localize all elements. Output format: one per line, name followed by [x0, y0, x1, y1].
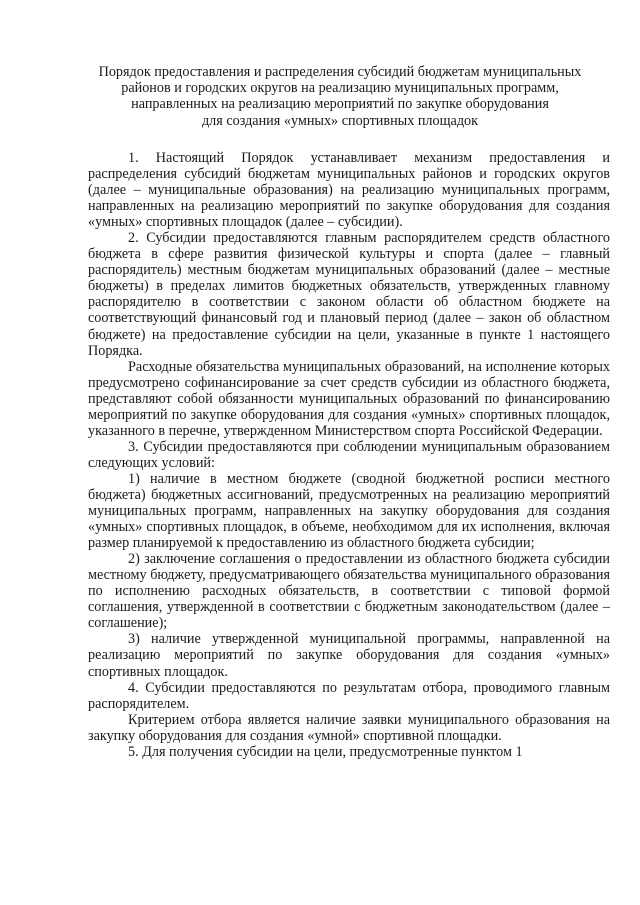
- title-line: для создания «умных» спортивных площадок: [201, 112, 479, 129]
- paragraph-expenditure-obligations: Расходные обязательства муниципальных образований, на исполнение которых предусмотрено софинансирование за счет средств субсидии из областного бюджета, представляют собой обязанности муниципальных образований по финансированию мероприятий по закупке оборудования для создания «умных» спортивных площадок, указанного в перечне, утвержденном Министерством спорта Российской Федерации.: [88, 358, 610, 439]
- document-title: [70, 64, 610, 129]
- paragraph-2: 2. Субсидии предоставляются главным распорядителем средств областного бюджета в сфере развития физической культуры и спорта (далее – главный распорядитель) местным бюджетам муниципальных образований (далее – местные бюджеты) в пределах лимитов бюджетных обязательств, утвержденных главному распорядителю в соответствии с законом области об областном бюджете на соответствующий финансовый год и плановый период (далее – закон об областном бюджете) на предоставление субсидии на цели, указанные в пункте 1 настоящего Порядка.: [88, 230, 610, 359]
- title-line: Порядок предоставления и распределения субсидий бюджетам муниципальных: [98, 64, 582, 80]
- condition-2: 2) заключение соглашения о предоставлении из областного бюджета субсидии местному бюджету, предусматривающего обязательства муниципального образования по исполнению расходных обязательств, в соответствии с типовой формой соглашения, утвержденной в соответствии с бюджетным законодательством (далее – соглашение);: [88, 551, 610, 632]
- paragraph-4: 4. Субсидии предоставляются по результатам отбора, проводимого главным распорядителем.: [88, 679, 610, 712]
- paragraph-1: 1. Настоящий Порядок устанавливает механизм предоставления и распределения субсидий бюджетам муниципальных районов и городских округов (далее – муниципальные образования) на реализацию муниципальных программ, направленных на реализацию мероприятий по закупке оборудования для создания «умных» спортивных площадок (далее – субсидии).: [88, 150, 610, 231]
- title-line: направленных на реализацию мероприятий по закупке оборудования: [131, 96, 549, 113]
- paragraph-3: 3. Субсидии предоставляются при соблюдении муниципальным образованием следующих условий:: [88, 438, 610, 471]
- condition-1: 1) наличие в местном бюджете (сводной бюджетной росписи местного бюджета) бюджетных ассигнований, предусмотренных на реализацию мероприятий муниципальных программ, направленных на закупку оборудования для создания «умных» спортивных площадок, в объеме, необходимом для их исполнения, включая размер планируемой к предоставлению из областного бюджета субсидии;: [88, 470, 610, 552]
- condition-3: 3) наличие утвержденной муниципальной программы, направленной на реализацию мероприятий по закупке оборудования для создания «умных» спортивных площадок.: [88, 631, 610, 680]
- paragraph-selection-criterion: Критерием отбора является наличие заявки муниципального образования на закупку оборудования для создания «умной» спортивной площадки.: [88, 711, 610, 744]
- paragraph-5: 5. Для получения субсидии на цели, предусмотренные пунктом 1: [128, 743, 523, 760]
- document-body: [88, 150, 610, 760]
- title-line: районов и городских округов на реализацию муниципальных программ,: [121, 80, 559, 97]
